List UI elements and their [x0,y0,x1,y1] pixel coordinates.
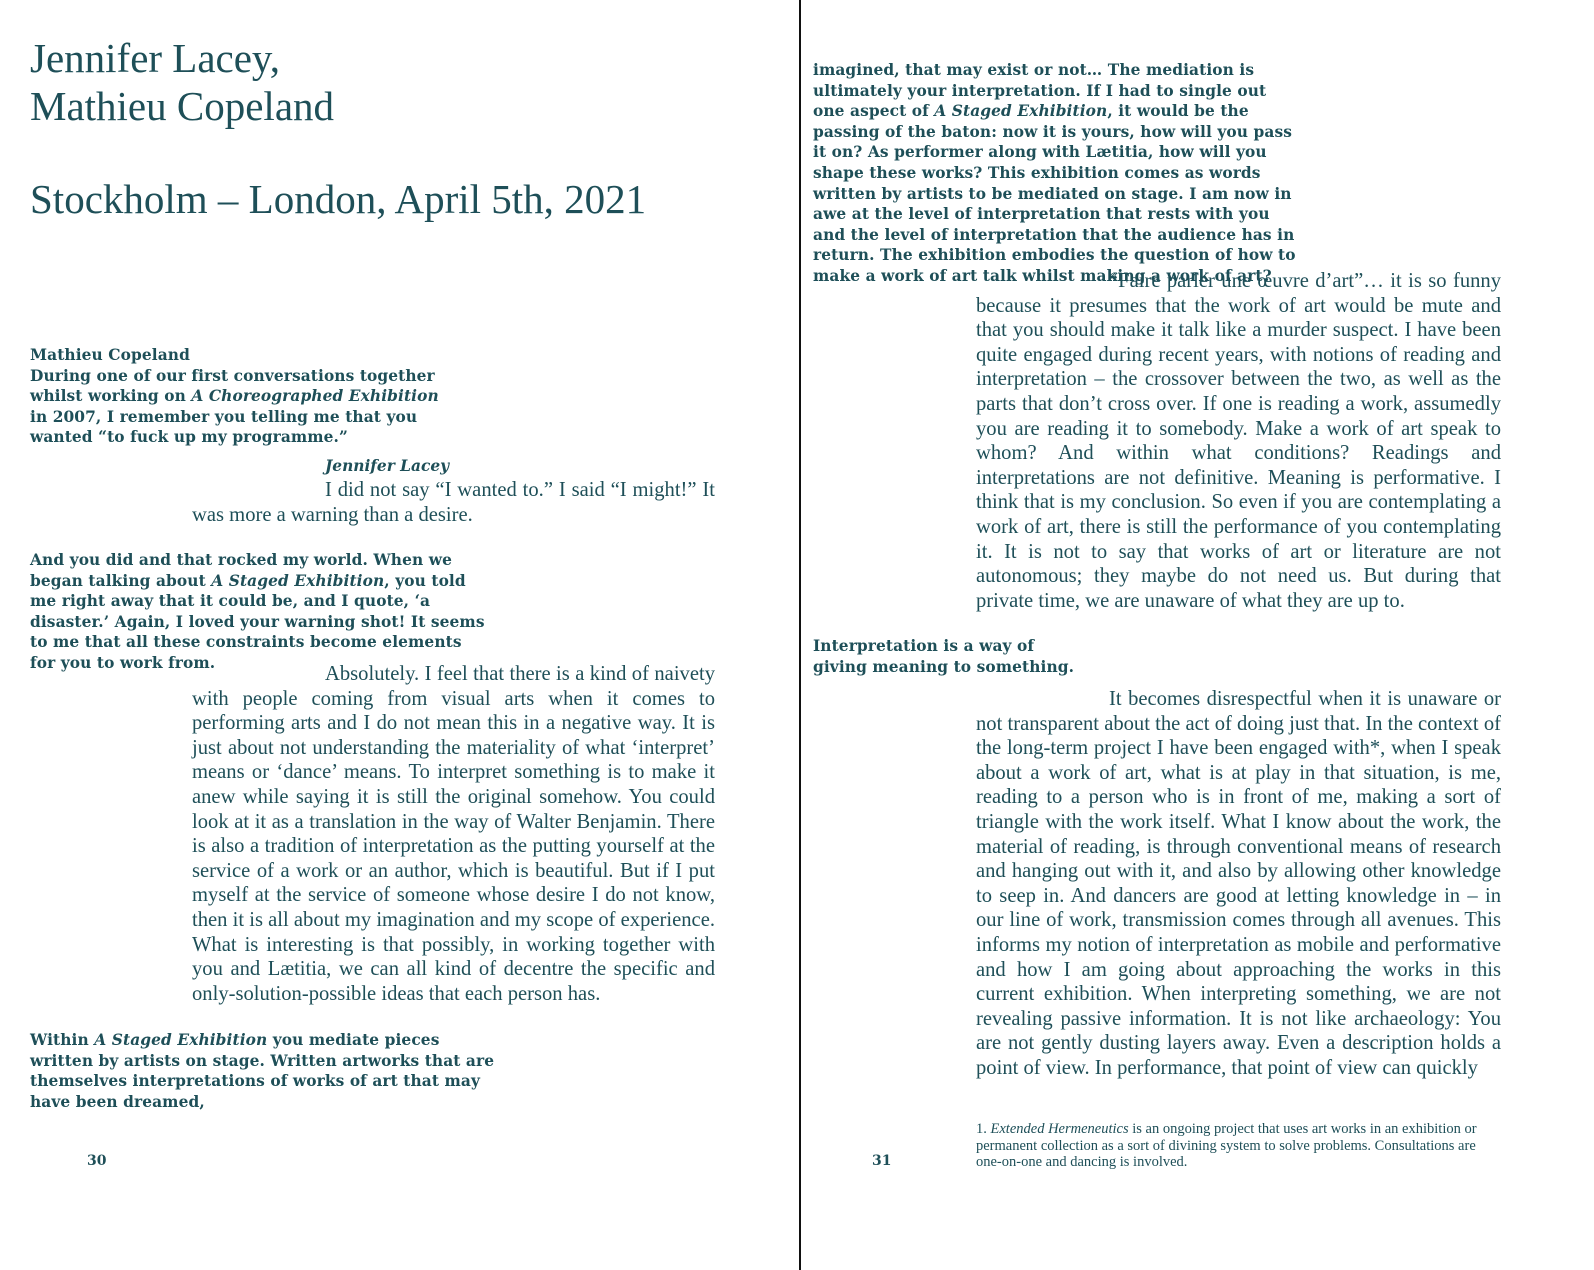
work-title: A Staged Exhibition [934,102,1108,121]
page-number-right: 31 [872,1153,892,1169]
footnote [976,1121,1501,1171]
answer-2: Absolutely. I feel that there is a kind of naivety with people coming from visual arts when it comes to performing arts and I do not mean this in a negative way. It is just about not understanding the materiality of what ‘interpret’ means or ‘dance’ means. To interpret something is to make it anew while saying it is still the original somehow. You could look at it as a translation in the way of Walter Benjamin. There is also a tradition of interpretation as the putting yourself at the service of a work or an author, which is beautiful. But if I put myself at the service of someone whose desire I do not know, then it is all about my imagination and my scope of experience. What is interesting is that possibly, in working together with you and Lætitia, we can all kind of decentre the specific and only-solution-possible ideas that each person has. [192,663,715,1005]
question-2 [30,550,490,674]
question-text: , it would be the passing of the baton: now it is yours, how will you pass it on? As performer along with Lætitia, how will you shape these works? This exhibition comes as words written by artists to be mediated on stage. I am now in awe at the level of interpretation that rests with you and the level of interpretation that the audience has in return. The exhibition embodies the question of how to make a work of art talk whilst making a work of art? [813,102,1296,285]
footnote-project-title: Extended Hermeneutics [990,1121,1129,1137]
question-text: During one of our first conversations together whilst working on [30,366,435,406]
work-title: A Staged Exhibition [211,571,385,590]
footnote-text: is an ongoing project that uses art works in an exhibition or permanent collection as a sort of divining system to solve problems. Consultations are one-on-one and dancing is involved. [976,1121,1477,1171]
right-page [801,0,1594,1270]
title-line-2: Mathieu Copeland [30,83,335,129]
answer-3: “Faire parler une œuvre d’art”… it is so funny because it presumes that the work of art would be mute and that you should make it talk like a murder suspect. I have been quite engaged during recent years, with notions of reading and interpretation – the crossover between the two, as well as the parts that don’t cross over. If one is reading a work, assumedly you are reading it to somebody. Make a work of art speak to whom? And within what conditions? Readings and interpretations are not definitive. Meaning is performative. I think that is my conclusion. So even if you are contemplating a work of art, there is still the performance of you contemplating it. It is not to say that works of art or literature are not autonomous; they maybe do not need us. But during that private time, we are unaware of what they are up to. [976,270,1501,612]
question-4: Interpretation is a way of giving meaning to something. [813,637,1075,676]
question-text: in 2007, I remember you telling me that you wanted “to fuck up my programme.” [30,407,418,447]
question-1 [30,345,450,448]
speaker-mathieu-copeland: Mathieu Copeland [30,346,190,364]
dateline: Stockholm – London, April 5th, 2021 [30,176,647,222]
title-line-1: Jennifer Lacey, [30,35,281,81]
question-text: , you told me right away that it could be, and I quote, ‘a disaster.’ Again, I loved your warning shot! It seems to me that all these constraints become elements for you to work from. [30,571,485,672]
page-number-left: 30 [87,1153,107,1169]
question-3-continued [813,60,1298,287]
question-text: Within [30,1031,95,1049]
interview-title [30,34,334,130]
footnote-number: 1. [976,1121,987,1137]
answer-1: I did not say “I wanted to.” I said “I might!” It was more a warning than a desire. [192,479,715,526]
work-title: A Choreographed Exhibition [191,387,439,406]
speaker-jennifer-lacey: Jennifer Lacey [325,457,450,475]
work-title: A Staged Exhibition [94,1031,268,1049]
question-text: imagined, that may exist or not… The mediation is ultimately your interpretation. If I had to single out one aspect of [813,61,1267,121]
question-3 [30,1030,500,1112]
answer-4: It becomes disrespectful when it is unaware or not transparent about the act of doing just that. In the context of the long-term project I have been engaged with*, when I speak about a work of art, what is at play in that situation, is me, reading to a person who is in front of me, making a sort of triangle with the work itself. What I know about the work, the material of reading, is through conventional means of research and hanging out with it, and also by allowing other knowledge to seep in. And dancers are good at letting knowledge in – in our line of work, transmission comes through all avenues. This informs my notion of interpretation as mobile and performative and how I am going about approaching the works in this current exhibition. When interpreting something, we are not revealing passive information. It is not like archaeology: You are not gently dusting layers away. Even a description holds a point of view. In performance, that point of view can quickly [976,688,1501,1079]
question-text: And you did and that rocked my world. When we began talking about [30,551,452,590]
question-text: you mediate pieces written by artists on stage. Written artworks that are themselves interpretations of works of art that may have been dreamed, [30,1031,495,1111]
